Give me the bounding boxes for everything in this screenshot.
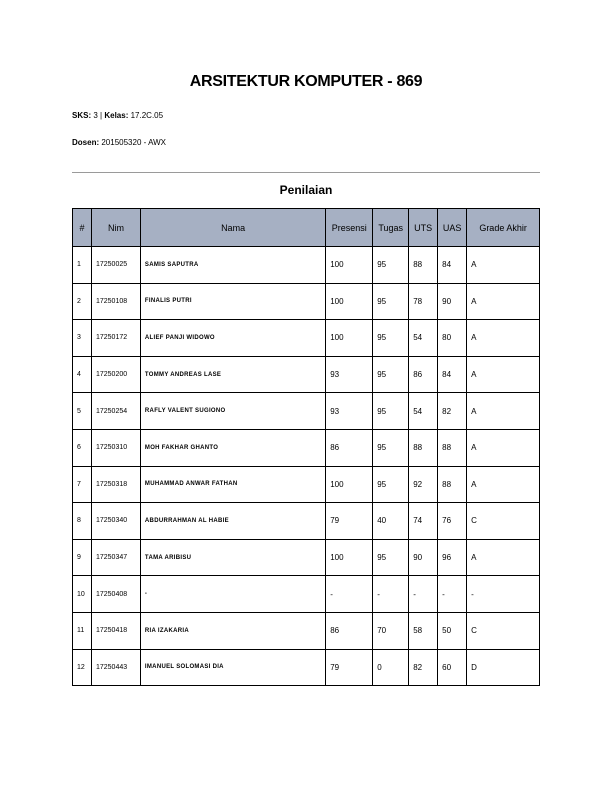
table-row [73,429,540,466]
cell-uas: 88 [438,466,467,503]
cell-uas: 50 [438,612,467,649]
cell-presensi: 93 [326,393,373,430]
cell-nama: TOMMY ANDREAS LASE [140,356,325,393]
cell-grade: A [467,356,540,393]
cell-presensi: 100 [326,466,373,503]
cell-nama: ALIEF PANJI WIDOWO [140,320,325,357]
cell-uts: - [409,576,438,613]
header-nim: Nim [91,209,140,247]
cell-tugas: 95 [373,393,409,430]
cell-no: 1 [73,247,92,284]
cell-nim: 17250254 [91,393,140,430]
cell-presensi: - [326,576,373,613]
table-row [73,247,540,284]
header-presensi: Presensi [326,209,373,247]
cell-uts: 78 [409,283,438,320]
document-title: ARSITEKTUR KOMPUTER - 869 [189,73,423,90]
cell-uas: 76 [438,503,467,540]
kelas-label: Kelas: [104,111,129,120]
table-row [73,539,540,576]
cell-uas: 90 [438,283,467,320]
lecturer-info [72,138,166,147]
cell-tugas: 95 [373,320,409,357]
cell-uas: 84 [438,247,467,284]
cell-uts: 54 [409,320,438,357]
cell-nim: 17250025 [91,247,140,284]
cell-no: 10 [73,576,92,613]
header-nama: Nama [140,209,325,247]
cell-nama: ABDURRAHMAN AL HABIE [140,503,325,540]
cell-tugas: 95 [373,429,409,466]
cell-nim: 17250340 [91,503,140,540]
dosen-label: Dosen: [72,138,100,147]
table-row [73,356,540,393]
cell-uas: 80 [438,320,467,357]
cell-uas: 84 [438,356,467,393]
cell-uas: 88 [438,429,467,466]
cell-tugas: 95 [373,283,409,320]
cell-uas: 96 [438,539,467,576]
table-header-row [73,209,540,247]
cell-grade: A [467,466,540,503]
cell-uas: 60 [438,649,467,686]
cell-nim: 17250310 [91,429,140,466]
table-row [73,393,540,430]
cell-no: 11 [73,612,92,649]
cell-no: 9 [73,539,92,576]
cell-uts: 82 [409,649,438,686]
cell-nama: - [140,576,325,613]
cell-uts: 86 [409,356,438,393]
cell-uas: - [438,576,467,613]
cell-uts: 74 [409,503,438,540]
cell-nim: 17250418 [91,612,140,649]
sks-label: SKS: [72,111,92,120]
cell-no: 3 [73,320,92,357]
sks-value: 3 [93,111,98,120]
divider [72,172,540,173]
cell-presensi: 79 [326,503,373,540]
cell-grade: D [467,649,540,686]
cell-uts: 58 [409,612,438,649]
cell-nim: 17250408 [91,576,140,613]
cell-nim: 17250347 [91,539,140,576]
cell-no: 12 [73,649,92,686]
cell-tugas: 95 [373,466,409,503]
cell-nama: RIA IZAKARIA [140,612,325,649]
table-row [73,576,540,613]
cell-presensi: 93 [326,356,373,393]
header-tugas: Tugas [373,209,409,247]
cell-nama: RAFLY VALENT SUGIONO [140,393,325,430]
cell-nim: 17250443 [91,649,140,686]
cell-nama: MUHAMMAD ANWAR FATHAN [140,466,325,503]
cell-presensi: 86 [326,612,373,649]
kelas-value: 17.2C.05 [130,111,164,120]
cell-tugas: 95 [373,356,409,393]
header-uts: UTS [409,209,438,247]
cell-tugas: 95 [373,539,409,576]
cell-presensi: 100 [326,320,373,357]
cell-no: 6 [73,429,92,466]
dosen-value: 201505320 - AWX [101,138,166,147]
cell-nama: TAMA ARIBISU [140,539,325,576]
cell-uas: 82 [438,393,467,430]
cell-presensi: 100 [326,283,373,320]
table-row [73,612,540,649]
header-no: # [73,209,92,247]
cell-tugas: 0 [373,649,409,686]
cell-uts: 90 [409,539,438,576]
cell-grade: A [467,429,540,466]
table-row [73,503,540,540]
cell-nim: 17250108 [91,283,140,320]
grades-table [72,208,540,686]
cell-grade: A [467,539,540,576]
cell-nim: 17250200 [91,356,140,393]
table-row [73,466,540,503]
cell-uts: 92 [409,466,438,503]
cell-grade: C [467,503,540,540]
cell-presensi: 86 [326,429,373,466]
cell-tugas: - [373,576,409,613]
cell-uts: 88 [409,429,438,466]
cell-grade: C [467,612,540,649]
section-title: Penilaian [279,183,333,197]
cell-uts: 54 [409,393,438,430]
cell-nim: 17250172 [91,320,140,357]
table-row [73,649,540,686]
cell-presensi: 100 [326,247,373,284]
cell-tugas: 70 [373,612,409,649]
cell-presensi: 79 [326,649,373,686]
cell-grade: A [467,283,540,320]
table-row [73,283,540,320]
header-grade: Grade Akhir [467,209,540,247]
cell-tugas: 40 [373,503,409,540]
cell-tugas: 95 [373,247,409,284]
cell-grade: A [467,393,540,430]
cell-no: 7 [73,466,92,503]
cell-presensi: 100 [326,539,373,576]
cell-nama: IMANUEL SOLOMASI DIA [140,649,325,686]
header-uas: UAS [438,209,467,247]
cell-nama: FINALIS PUTRI [140,283,325,320]
table-row [73,320,540,357]
cell-no: 2 [73,283,92,320]
course-info [72,111,163,120]
cell-nim: 17250318 [91,466,140,503]
cell-nama: MOH FAKHAR GHANTO [140,429,325,466]
cell-uts: 88 [409,247,438,284]
cell-no: 5 [73,393,92,430]
cell-nama: SAMIS SAPUTRA [140,247,325,284]
cell-grade: - [467,576,540,613]
cell-no: 4 [73,356,92,393]
cell-grade: A [467,320,540,357]
meta-separator: | [100,111,103,120]
cell-no: 8 [73,503,92,540]
cell-grade: A [467,247,540,284]
